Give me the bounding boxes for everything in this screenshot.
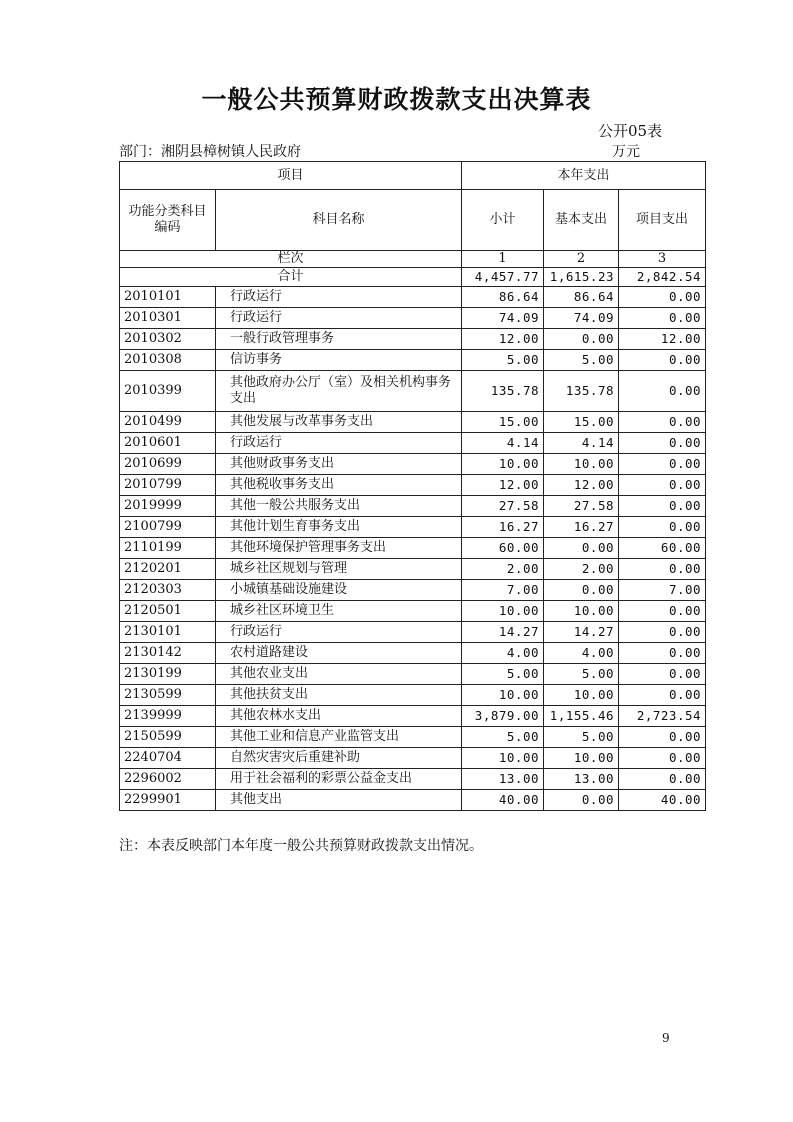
row-code: 2130199 xyxy=(120,664,216,685)
row-project: 7.00 xyxy=(619,580,706,601)
row-project: 0.00 xyxy=(619,496,706,517)
row-basic: 10.00 xyxy=(544,601,619,622)
row-project: 0.00 xyxy=(619,287,706,308)
row-subtotal: 10.00 xyxy=(462,748,544,769)
row-code: 2010799 xyxy=(120,475,216,496)
row-code: 2010308 xyxy=(120,350,216,371)
table-row xyxy=(120,308,706,329)
table-row xyxy=(120,287,706,308)
row-basic: 86.64 xyxy=(544,287,619,308)
header-year-expense: 本年支出 xyxy=(462,162,706,190)
row-basic: 13.00 xyxy=(544,769,619,790)
row-code: 2130142 xyxy=(120,643,216,664)
row-project: 0.00 xyxy=(619,350,706,371)
table-row xyxy=(120,496,706,517)
row-code: 2010499 xyxy=(120,412,216,433)
expenditure-table xyxy=(119,161,706,811)
row-name: 农村道路建设 xyxy=(216,643,462,664)
form-code: 公开05表 xyxy=(598,122,663,140)
table-row xyxy=(120,685,706,706)
row-subtotal: 13.00 xyxy=(462,769,544,790)
row-code: 2019999 xyxy=(120,496,216,517)
row-project: 0.00 xyxy=(619,748,706,769)
row-code: 2010302 xyxy=(120,329,216,350)
row-project: 0.00 xyxy=(619,769,706,790)
row-basic: 10.00 xyxy=(544,454,619,475)
row-name: 小城镇基础设施建设 xyxy=(216,580,462,601)
row-name: 其他环境保护管理事务支出 xyxy=(216,538,462,559)
row-project: 0.00 xyxy=(619,727,706,748)
row-code: 2130599 xyxy=(120,685,216,706)
row-code: 2130101 xyxy=(120,622,216,643)
row-basic: 2.00 xyxy=(544,559,619,580)
row-name: 行政运行 xyxy=(216,622,462,643)
row-basic: 1,155.46 xyxy=(544,706,619,727)
row-subtotal: 16.27 xyxy=(462,517,544,538)
row-project: 0.00 xyxy=(619,454,706,475)
row-project: 0.00 xyxy=(619,559,706,580)
row-name: 自然灾害灾后重建补助 xyxy=(216,748,462,769)
row-name: 城乡社区规划与管理 xyxy=(216,559,462,580)
row-basic: 27.58 xyxy=(544,496,619,517)
row-project: 0.00 xyxy=(619,601,706,622)
row-subtotal: 12.00 xyxy=(462,475,544,496)
header-row-columns xyxy=(120,190,706,251)
row-subtotal: 86.64 xyxy=(462,287,544,308)
row-subtotal: 27.58 xyxy=(462,496,544,517)
row-name: 用于社会福利的彩票公益金支出 xyxy=(216,769,462,790)
row-project: 12.00 xyxy=(619,329,706,350)
row-project: 0.00 xyxy=(619,308,706,329)
row-subtotal: 4.00 xyxy=(462,643,544,664)
row-name: 其他政府办公厅（室）及相关机构事务支出 xyxy=(216,371,462,412)
column-index-3: 3 xyxy=(619,251,706,268)
row-name: 其他发展与改革事务支出 xyxy=(216,412,462,433)
table-row xyxy=(120,371,706,412)
row-basic: 14.27 xyxy=(544,622,619,643)
column-index-row xyxy=(120,251,706,268)
row-basic: 5.00 xyxy=(544,664,619,685)
row-code: 2110199 xyxy=(120,538,216,559)
header-basic: 基本支出 xyxy=(544,190,619,251)
row-project: 0.00 xyxy=(619,643,706,664)
table-row xyxy=(120,727,706,748)
row-name: 一般行政管理事务 xyxy=(216,329,462,350)
table-row xyxy=(120,329,706,350)
table-row xyxy=(120,790,706,811)
row-subtotal: 5.00 xyxy=(462,727,544,748)
row-basic: 4.14 xyxy=(544,433,619,454)
row-basic: 0.00 xyxy=(544,329,619,350)
header-item: 项目 xyxy=(120,162,462,190)
table-row xyxy=(120,664,706,685)
row-name: 其他一般公共服务支出 xyxy=(216,496,462,517)
row-subtotal: 14.27 xyxy=(462,622,544,643)
row-project: 40.00 xyxy=(619,790,706,811)
row-name: 其他计划生育事务支出 xyxy=(216,517,462,538)
row-basic: 12.00 xyxy=(544,475,619,496)
row-subtotal: 10.00 xyxy=(462,601,544,622)
row-subtotal: 74.09 xyxy=(462,308,544,329)
row-basic: 16.27 xyxy=(544,517,619,538)
table-row xyxy=(120,706,706,727)
row-code: 2120501 xyxy=(120,601,216,622)
row-subtotal: 10.00 xyxy=(462,454,544,475)
row-name: 行政运行 xyxy=(216,287,462,308)
table-row xyxy=(120,748,706,769)
row-basic: 5.00 xyxy=(544,727,619,748)
row-subtotal: 10.00 xyxy=(462,685,544,706)
table-row xyxy=(120,601,706,622)
table-row xyxy=(120,517,706,538)
table-row xyxy=(120,622,706,643)
row-code: 2296002 xyxy=(120,769,216,790)
row-name: 其他财政事务支出 xyxy=(216,454,462,475)
row-project: 0.00 xyxy=(619,685,706,706)
header-name: 科目名称 xyxy=(216,190,462,251)
row-name: 其他扶贫支出 xyxy=(216,685,462,706)
row-code: 2240704 xyxy=(120,748,216,769)
table-row xyxy=(120,433,706,454)
row-name: 信访事务 xyxy=(216,350,462,371)
column-index-2: 2 xyxy=(544,251,619,268)
row-name: 城乡社区环境卫生 xyxy=(216,601,462,622)
table-row xyxy=(120,475,706,496)
table-row xyxy=(120,769,706,790)
row-project: 0.00 xyxy=(619,433,706,454)
row-basic: 10.00 xyxy=(544,748,619,769)
total-label: 合计 xyxy=(120,268,462,287)
row-project: 2,723.54 xyxy=(619,706,706,727)
row-subtotal: 40.00 xyxy=(462,790,544,811)
row-code: 2010399 xyxy=(120,371,216,412)
row-subtotal: 60.00 xyxy=(462,538,544,559)
row-code: 2139999 xyxy=(120,706,216,727)
header-row-group xyxy=(120,162,706,190)
table-row xyxy=(120,538,706,559)
row-name: 其他支出 xyxy=(216,790,462,811)
row-basic: 74.09 xyxy=(544,308,619,329)
row-code: 2299901 xyxy=(120,790,216,811)
row-project: 0.00 xyxy=(619,412,706,433)
row-code: 2010601 xyxy=(120,433,216,454)
table-row xyxy=(120,559,706,580)
row-project: 0.00 xyxy=(619,475,706,496)
table-row xyxy=(120,643,706,664)
row-code: 2120303 xyxy=(120,580,216,601)
row-project: 0.00 xyxy=(619,371,706,412)
row-basic: 135.78 xyxy=(544,371,619,412)
row-basic: 4.00 xyxy=(544,643,619,664)
page-title: 一般公共预算财政拨款支出决算表 xyxy=(201,85,592,114)
row-name: 行政运行 xyxy=(216,308,462,329)
table-row xyxy=(120,580,706,601)
row-subtotal: 5.00 xyxy=(462,664,544,685)
row-project: 60.00 xyxy=(619,538,706,559)
row-name: 行政运行 xyxy=(216,433,462,454)
column-index-label: 栏次 xyxy=(120,251,462,268)
row-basic: 5.00 xyxy=(544,350,619,371)
row-project: 0.00 xyxy=(619,622,706,643)
page-number: 9 xyxy=(662,1031,670,1045)
row-subtotal: 15.00 xyxy=(462,412,544,433)
row-basic: 10.00 xyxy=(544,685,619,706)
row-code: 2150599 xyxy=(120,727,216,748)
row-name: 其他工业和信息产业监管支出 xyxy=(216,727,462,748)
row-subtotal: 135.78 xyxy=(462,371,544,412)
row-basic: 0.00 xyxy=(544,538,619,559)
row-code: 2010699 xyxy=(120,454,216,475)
total-row xyxy=(120,268,706,287)
row-code: 2120201 xyxy=(120,559,216,580)
header-subtotal: 小计 xyxy=(462,190,544,251)
row-basic: 0.00 xyxy=(544,580,619,601)
row-project: 0.00 xyxy=(619,664,706,685)
row-subtotal: 12.00 xyxy=(462,329,544,350)
row-code: 2010101 xyxy=(120,287,216,308)
total-subtotal: 4,457.77 xyxy=(462,268,544,287)
row-name: 其他农林水支出 xyxy=(216,706,462,727)
row-code: 2100799 xyxy=(120,517,216,538)
row-subtotal: 7.00 xyxy=(462,580,544,601)
row-basic: 15.00 xyxy=(544,412,619,433)
table-row xyxy=(120,350,706,371)
header-project: 项目支出 xyxy=(619,190,706,251)
table-row xyxy=(120,454,706,475)
total-project: 2,842.54 xyxy=(619,268,706,287)
table-row xyxy=(120,412,706,433)
row-name: 其他税收事务支出 xyxy=(216,475,462,496)
row-name: 其他农业支出 xyxy=(216,664,462,685)
table-note: 注：本表反映部门本年度一般公共预算财政拨款支出情况。 xyxy=(119,838,483,854)
row-project: 0.00 xyxy=(619,517,706,538)
row-subtotal: 2.00 xyxy=(462,559,544,580)
column-index-1: 1 xyxy=(462,251,544,268)
header-code: 功能分类科目编码 xyxy=(120,190,216,251)
total-basic: 1,615.23 xyxy=(544,268,619,287)
row-subtotal: 3,879.00 xyxy=(462,706,544,727)
row-code: 2010301 xyxy=(120,308,216,329)
row-subtotal: 4.14 xyxy=(462,433,544,454)
department-label: 部门：湘阴县樟树镇人民政府 xyxy=(119,144,301,160)
unit-label: 万元 xyxy=(612,144,640,160)
row-subtotal: 5.00 xyxy=(462,350,544,371)
row-basic: 0.00 xyxy=(544,790,619,811)
